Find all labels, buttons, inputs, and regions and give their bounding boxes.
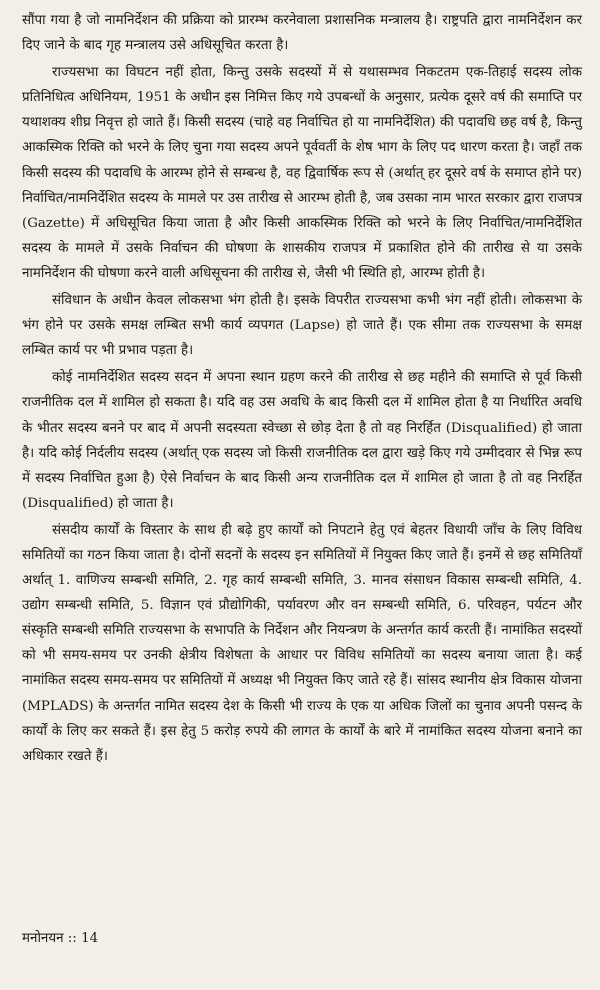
- paragraph-party-membership: कोई नामनिर्देशित सदस्य सदन में अपना स्थान ग्रहण करने की तारीख से छह महीने की समाप्ति से पूर्व किसी राजनीतिक दल में शामिल हो सकता है। यदि वह उस अवधि के बाद किसी दल में शामिल होता है या निर्धारित अवधि के भीतर सदस्य बनने पर बाद में अपनी सदस्यता स्वेच्छा से छोड़ देता है तो वह निरर्हित (Disqualified) हो जाता है। यदि कोई निर्दलीय सदस्य (अर्थात् एक सदस्य जो किसी राजनीतिक दल द्वारा खड़े किए गये उम्मीदवार से भिन्न रूप में सदस्य निर्वाचित हुआ है) ऐसे निर्वाचन के बाद किसी अन्य राजनीतिक दल में शामिल हो जाता है तो वह निरर्हित (Disqualified) हो जाता है।: [22, 370, 582, 511]
- page-footer: मनोनयन :: 14: [22, 931, 99, 946]
- paragraph-committees: संसदीय कार्यों के विस्तार के साथ ही बढ़े हुए कार्यों को निपटाने हेतु एवं बेहतर विधायी जाँच के लिए विविध समितियों का गठन किया जाता है। दोनों सदनों के सदस्य इन समितियों में नियुक्त किए जाते हैं। इनमें से छह समितियाँ अर्थात् 1. वाणिज्य सम्बन्धी समिति, 2. गृह कार्य सम्बन्धी समिति, 3. मानव संसाधन विकास सम्बन्धी समिति, 4. उद्योग सम्बन्धी समिति, 5. विज्ञान एवं प्रौद्योगिकी, पर्यावरण और वन सम्बन्धी समिति, 6. परिवहन, पर्यटन और संस्कृति सम्बन्धी समिति राज्यसभा के सभापति के निर्देशन और नियन्त्रण के अन्तर्गत कार्य करती हैं। नामांकित सदस्यों को भी समय-समय पर उनकी क्षेत्रीय विशेषता के आधार पर विविध समितियों का सदस्य बनाया जाता है। कई नामांकित सदस्य समय-समय पर समितियों में अध्यक्ष भी नियुक्त किए जाते रहे हैं। सांसद स्थानीय क्षेत्र विकास योजना (MPLADS) के अन्तर्गत नामित सदस्य देश के किसी भी राज्य के एक या अधिक जिलों का चुनाव अपनी पसन्द के कार्यों के लिए कर सकते हैं। इस हेतु 5 करोड़ रुपये की लागत के कार्यों के बारे में नामांकित सदस्य योजना बनाने का अधिकार रखते हैं।: [22, 522, 582, 764]
- paragraph-continuation: सौंपा गया है जो नामनिर्देशन की प्रक्रिया को प्रारम्भ करनेवाला प्रशासनिक मन्त्रालय है। राष्ट्रपति द्वारा नामनिर्देशन कर दिए जाने के बाद गृह मन्त्रालय उसे अधिसूचित करता है।: [22, 13, 582, 54]
- paragraph-dissolution: संविधान के अधीन केवल लोकसभा भंग होती है। इसके विपरीत राज्यसभा कभी भंग नहीं होती। लोकसभा के भंग होने पर उसके समक्ष लम्बित सभी कार्य व्यपगत (Lapse) हो जाते हैं। एक सीमा तक राज्यसभा के समक्ष लम्बित कार्य पर भी प्रभाव पड़ता है।: [22, 293, 582, 359]
- paragraph-term-of-office: राज्यसभा का विघटन नहीं होता, किन्तु उसके सदस्यों में से यथासम्भव निकटतम एक-तिहाई सदस्य लोक प्रतिनिधित्व अधिनियम, 1951 के अधीन इस निमित्त किए गये उपबन्धों के अनुसार, प्रत्येक दूसरे वर्ष की समाप्ति पर यथाशक्य शीघ्र निवृत्त हो जाते हैं। किसी सदस्य (चाहे वह निर्वाचित हो या नामनिर्देशित) की पदावधि छह वर्ष है, किन्तु आकस्मिक रिक्ति को भरने के लिए चुना गया सदस्य अपने पूर्ववर्ती के शेष भाग के लिए पद धारण करता है। जहाँ तक किसी सदस्य की पदावधि के आरम्भ होने से सम्बन्ध है, वह द्विवार्षिक रूप से (अर्थात् हर दूसरे वर्ष के समाप्त होने पर) निर्वाचित/नामनिर्देशित सदस्य के मामले पर उस तारीख से आरम्भ होती है, जब उसका नाम भारत सरकार द्वारा राजपत्र (Gazette) में अधिसूचित किया जाता है और किसी आकस्मिक रिक्ति को भरने के लिए निर्वाचित/नामनिर्देशित सदस्य के मामले में उसके निर्वाचन की घोषणा के शासकीय राजपत्र में प्रकाशित होने की तारीख से या उसके नामनिर्देशन की घोषणा करने वाली अधिसूचना की तारीख से, जैसी भी स्थिति हो, आरम्भ होती है।: [22, 65, 582, 281]
